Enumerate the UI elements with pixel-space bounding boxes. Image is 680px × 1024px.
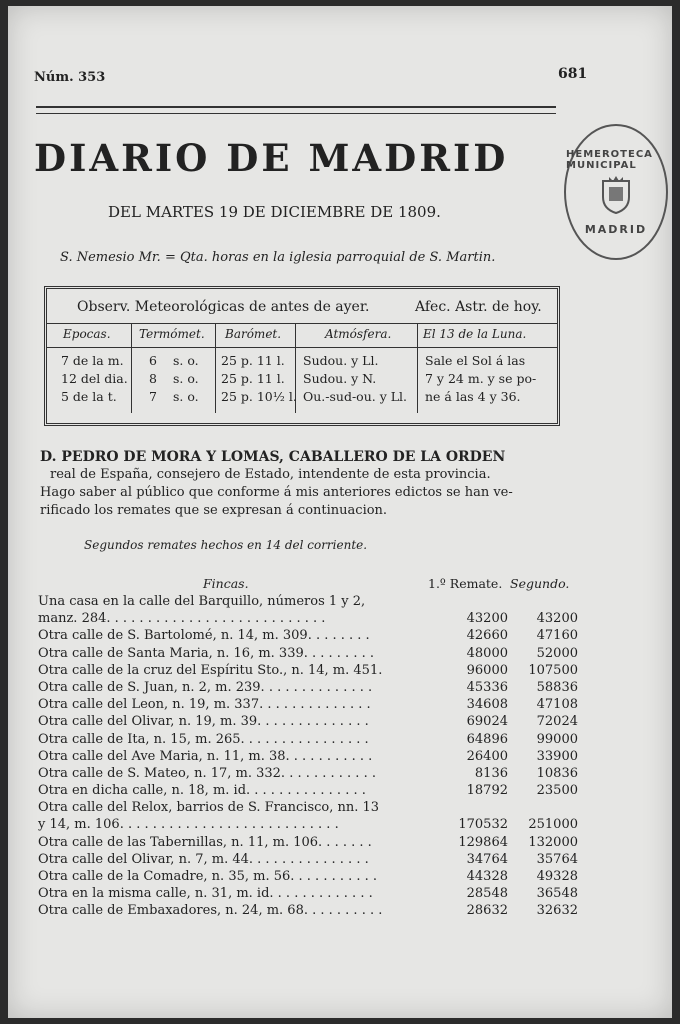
property-description: Otra calle del Relox, barrios de S. Francisco, nn. 13: [38, 800, 380, 816]
first-auction-value: 45336: [466, 679, 508, 695]
table-row: [38, 646, 578, 663]
second-auction-value: 107500: [528, 662, 578, 678]
table-row: [38, 628, 578, 645]
table-row: [38, 766, 578, 783]
decree-text: [40, 448, 580, 520]
met-temp: 6: [149, 353, 157, 368]
decree-line: Hago saber al público que conforme á mis anteriores edictos se han ve-: [40, 485, 513, 500]
first-auction-value: 18792: [466, 783, 508, 799]
second-auction-value: 251000: [528, 817, 578, 833]
property-description: Otra calle de las Tabernillas, n. 11, m. 106. . . . . . .: [38, 834, 372, 850]
table-row: [38, 783, 578, 800]
astro-line: ne á las 4 y 36.: [425, 389, 521, 404]
property-description: Otra calle de la cruz del Espíritu Sto., n. 14, m. 451.: [38, 662, 383, 678]
met-epoch: 5 de la t.: [61, 389, 117, 404]
second-auction-value: 58836: [536, 679, 578, 695]
first-auction-value: 28548: [466, 886, 508, 902]
first-auction-value: 69024: [466, 714, 508, 730]
newspaper-title: DIARIO DE MADRID: [34, 136, 509, 180]
property-description: Otra calle de S. Mateo, n. 17, m. 332. . . . . . . . . . . .: [38, 765, 376, 781]
second-auction-value: 132000: [528, 834, 578, 850]
met-epoch: 7 de la m.: [61, 353, 124, 368]
second-auction-value: 36548: [536, 886, 578, 902]
decree-heading: D. PEDRO DE MORA Y LOMAS, CABALLERO DE LA ORDEN: [40, 449, 506, 465]
table-row: [38, 800, 578, 817]
first-auction-value: 170532: [458, 817, 508, 833]
second-auction-value: 32632: [536, 903, 578, 919]
met-temp-sign: s. o.: [173, 371, 199, 386]
met-temp-sign: s. o.: [173, 353, 199, 368]
coat-of-arms-icon: [599, 175, 633, 215]
first-auction-value: 28632: [466, 903, 508, 919]
property-description: manz. 284. . . . . . . . . . . . . . . . . . . . . . . . . . .: [38, 611, 326, 627]
met-divider: [47, 323, 557, 324]
stamp-bottom-text: MADRID: [584, 222, 648, 236]
met-col-divider: [417, 323, 418, 413]
met-atmos: Ou.-sud-ou. y Ll.: [303, 389, 408, 404]
meteorological-table: [44, 286, 560, 426]
table-row: [38, 663, 578, 680]
met-col-luna: El 13 de la Luna.: [423, 327, 527, 341]
second-auction-value: 99000: [536, 731, 578, 747]
issue-number: Núm. 353: [34, 70, 106, 85]
property-description: Otra calle de S. Juan, n. 2, m. 239. . . . . . . . . . . . . .: [38, 679, 373, 695]
met-baro: 25 p. 11 l.: [221, 353, 285, 368]
met-baro: 25 p. 11 l.: [221, 371, 285, 386]
property-description: Otra calle del Ave Maria, n. 11, m. 38. . . . . . . . . . .: [38, 748, 373, 764]
first-auction-value: 26400: [466, 748, 508, 764]
table-row: [38, 732, 578, 749]
second-auction-value: 23500: [536, 783, 578, 799]
met-baro: 25 p. 10½ l.: [221, 389, 297, 404]
table-row: [38, 697, 578, 714]
astro-line: Sale el Sol á las: [425, 353, 526, 368]
first-auction-value: 34764: [466, 851, 508, 867]
met-title-left: Observ. Meteorológicas de antes de ayer.: [77, 299, 370, 315]
met-atmos: Sudou. y N.: [303, 371, 377, 386]
library-stamp: [564, 124, 668, 260]
table-row: [38, 869, 578, 886]
met-col-epocas: Epocas.: [63, 327, 111, 341]
met-col-atmosfera: Atmósfera.: [325, 327, 392, 341]
property-description: Otra calle de Santa Maria, n. 16, m. 339. . . . . . . . .: [38, 645, 374, 661]
astro-line: 7 y 24 m. y se po-: [425, 371, 537, 386]
decree-line: real de España, consejero de Estado, intendente de esta provincia.: [50, 467, 491, 482]
second-auction-value: 47108: [536, 697, 578, 713]
col-header-first-auction: 1.º Remate.: [428, 576, 503, 591]
property-description: Otra calle de la Comadre, n. 35, m. 56. . . . . . . . . . .: [38, 869, 378, 884]
second-auction-value: 10836: [536, 765, 578, 781]
first-auction-value: 42660: [466, 628, 508, 644]
saint-line: S. Nemesio Mr. = Qta. horas en la iglesia parroquial de S. Martin.: [60, 250, 496, 265]
met-temp: 7: [149, 389, 157, 404]
met-title-right: Afec. Astr. de hoy.: [415, 299, 542, 315]
property-description: Otra calle de Ita, n. 15, m. 265. . . . . . . . . . . . . . . .: [38, 731, 369, 747]
second-auction-value: 72024: [536, 714, 578, 730]
met-col-divider: [131, 323, 132, 413]
property-description: Otra calle del Olivar, n. 7, m. 44. . . . . . . . . . . . . . .: [38, 851, 369, 867]
table-row: [38, 594, 578, 611]
first-auction-value: 96000: [466, 662, 508, 678]
property-description: Otra calle de Embaxadores, n. 24, m. 68. . . . . . . . . .: [38, 903, 383, 919]
met-epoch: 12 del dia.: [61, 371, 128, 386]
met-col-termometro: Termómet.: [139, 327, 205, 341]
met-temp: 8: [149, 371, 157, 386]
first-auction-value: 64896: [466, 731, 508, 747]
first-auction-value: 48000: [466, 645, 508, 661]
table-row: [38, 714, 578, 731]
second-auction-value: 35764: [536, 851, 578, 867]
decree-line: rificado los remates que se expresan á continuacion.: [40, 503, 388, 518]
header-rule: [36, 106, 556, 114]
page-number: 681: [558, 66, 588, 82]
date-line: DEL MARTES 19 DE DICIEMBRE DE 1809.: [108, 203, 441, 221]
table-row: [38, 903, 578, 920]
first-auction-value: 34608: [466, 697, 508, 713]
table-row: [38, 835, 578, 852]
met-temp-sign: s. o.: [173, 389, 199, 404]
met-col-barometro: Barómet.: [225, 327, 282, 341]
property-description: Otra calle del Olivar, n. 19, m. 39. . . . . . . . . . . . . .: [38, 714, 369, 730]
col-header-fincas: Fincas.: [203, 576, 249, 591]
second-auction-value: 33900: [536, 748, 578, 764]
second-auction-value: 47160: [536, 628, 578, 644]
stamp-top-text: HEMEROTECA MUNICIPAL: [566, 148, 653, 171]
property-description: Una casa en la calle del Barquillo, números 1 y 2,: [38, 594, 366, 609]
first-auction-value: 8136: [474, 765, 508, 781]
second-auction-value: 43200: [536, 611, 578, 627]
auction-subtitle: Segundos remates hechos en 14 del corriente.: [84, 538, 368, 552]
newspaper-page: [8, 6, 672, 1018]
property-description: y 14, m. 106. . . . . . . . . . . . . . . . . . . . . . . . . . .: [38, 817, 339, 833]
first-auction-value: 44328: [466, 869, 508, 884]
table-row: [38, 680, 578, 697]
met-col-divider: [215, 323, 216, 413]
met-divider: [47, 347, 557, 348]
col-header-second-auction: Segundo.: [510, 576, 570, 591]
property-description: Otra en la misma calle, n. 31, m. id. . . . . . . . . . . . .: [38, 886, 373, 902]
auction-table: [38, 594, 578, 921]
property-description: Otra en dicha calle, n. 18, m. id. . . . . . . . . . . . . . .: [38, 783, 366, 799]
table-row: [38, 817, 578, 834]
second-auction-value: 49328: [536, 869, 578, 884]
table-row: [38, 749, 578, 766]
first-auction-value: 129864: [458, 834, 508, 850]
table-row: [38, 886, 578, 903]
met-atmos: Sudou. y Ll.: [303, 353, 379, 368]
first-auction-value: 43200: [466, 611, 508, 627]
second-auction-value: 52000: [536, 645, 578, 661]
table-row: [38, 852, 578, 869]
property-description: Otra calle del Leon, n. 19, m. 337. . . . . . . . . . . . . .: [38, 697, 371, 713]
property-description: Otra calle de S. Bartolomé, n. 14, m. 309. . . . . . . .: [38, 628, 370, 644]
table-row: [38, 611, 578, 628]
